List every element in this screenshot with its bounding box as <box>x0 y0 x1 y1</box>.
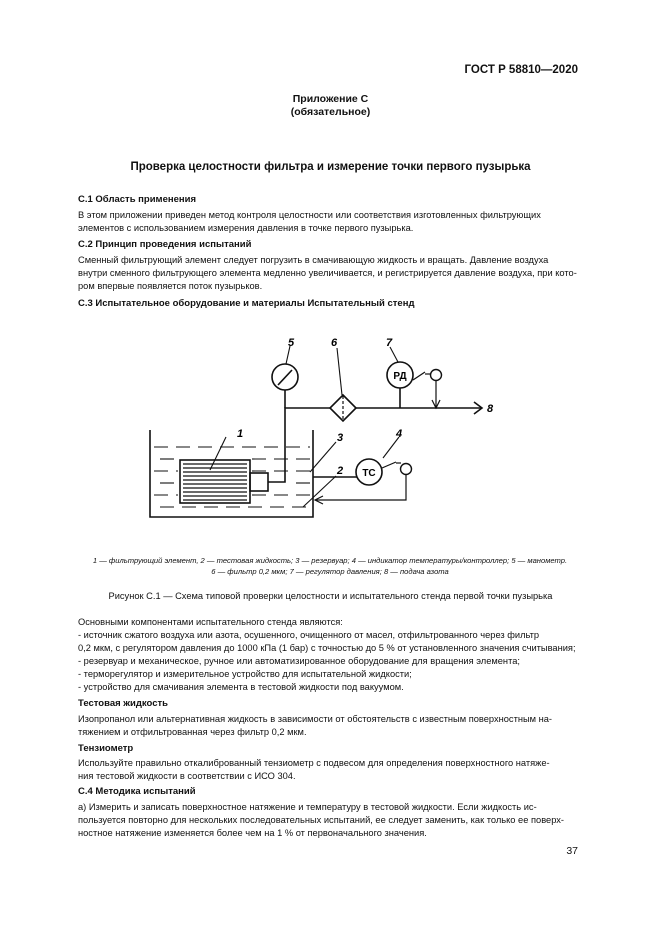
label-7: 7 <box>386 337 393 349</box>
text-line: внутри сменного фильтрующего элемента медленно увеличивается, и регистрируется давление воздуха, при кото- <box>78 268 577 278</box>
controller-valve <box>401 464 412 475</box>
text-line: а) Измерить и записать поверхностное натяжение и температуру в тестовой жидкости. Если жидкость ис- <box>78 802 537 812</box>
list-item: 0,2 мкм, с регулятором давления до 1000 кПа (1 бар) с точностью до 5 % от установленного значения считывания; <box>78 643 576 653</box>
regulator-abbr: РД <box>393 371 407 382</box>
text-line: элементов с использованием измерения давления в точке первого пузырька. <box>78 223 414 233</box>
legend-line: 1 — фильтрующий элемент, 2 — тестовая жидкость; 3 — резервуар; 4 — индикатор температуры/контроллер; 5 — манометр. <box>92 556 568 565</box>
figure-caption: Рисунок С.1 — Схема типовой проверки целостности и испытательного стенда первой точки пузырька <box>108 591 553 601</box>
appendix-title: Приложение С <box>292 93 369 105</box>
reservoir-wall <box>150 430 313 517</box>
section-c2-heading: С.2 Принцип проведения испытаний <box>78 239 252 250</box>
text-line: ния тестовой жидкости в соответствии с ИСО 304. <box>78 771 296 781</box>
appendix-status: (обязательное) <box>290 106 371 118</box>
liquid-surface <box>154 447 310 507</box>
text-line: ностное натяжение изменяется более чем на 1 % от первоначального значения. <box>78 828 427 838</box>
text-line: Используйте правильно откалиброванный тензиометр с подвесом для определения поверхностного натяже- <box>78 758 550 768</box>
tensiometer-heading: Тензиометр <box>78 743 134 754</box>
label-1: 1 <box>237 428 244 440</box>
controller-abbr: ТС <box>362 468 376 479</box>
main-title: Проверка целостности фильтра и измерение точки первого пузырька <box>130 161 531 173</box>
filter-element-hatch <box>183 464 247 500</box>
label-3: 3 <box>337 432 344 444</box>
components-intro: Основными компонентами испытательного стенда являются: <box>78 617 343 627</box>
section-c4-text <box>78 801 580 840</box>
section-c1-heading: С.1 Область применения <box>78 194 197 205</box>
label-2: 2 <box>337 465 344 477</box>
text-line: тяжением и отфильтрованная через фильтр 0,2 мкм. <box>78 727 307 737</box>
section-c4-heading: С.4 Методика испытаний <box>78 786 196 797</box>
standard-number: ГОСТ Р 58810—2020 <box>464 64 578 76</box>
label-8: 8 <box>487 403 494 415</box>
figure-legend <box>40 555 620 577</box>
text-line: пользуется повторно для нескольких последовательных испытаний, ее следует заменить, как только ее поверх- <box>78 815 565 825</box>
test-liquid-heading: Тестовая жидкость <box>78 698 168 709</box>
list-item: - резервуар и механическое, ручное или автоматизированное оборудование для вращения элемента; <box>78 656 520 666</box>
list-item: - терморегулятор и измерительное устройство для испытательной жидкости; <box>78 669 412 679</box>
label-6: 6 <box>331 337 338 349</box>
test-liquid-text <box>78 713 580 739</box>
list-item: - источник сжатого воздуха или азота, осушенного, очищенного от масел, отфильтрованного через фильтр <box>78 630 540 640</box>
text-line: Сменный фильтрующий элемент следует погрузить в смачивающую жидкость и вращать. Давление воздуха <box>78 255 549 265</box>
tensiometer-text <box>78 757 580 783</box>
element-connector <box>250 473 268 491</box>
label-5: 5 <box>288 337 295 349</box>
list-item: - устройство для смачивания элемента в тестовой жидкости под вакуумом. <box>78 682 404 692</box>
legend-line: 6 — фильтр 0,2 мкм; 7 — регулятор давления; 8 — подача азота <box>211 567 449 576</box>
section-c3-heading: С.3 Испытательное оборудование и материалы Испытательный стенд <box>78 298 415 309</box>
regulator-valve <box>431 370 442 381</box>
text-line: В этом приложении приведен метод контроля целостности или соответствия изготовленных фильтрующих <box>78 210 541 220</box>
components-list <box>78 616 580 694</box>
label-4: 4 <box>396 428 403 440</box>
page-number: 37 <box>566 845 578 857</box>
text-line: Изопропанол или альтернативная жидкость в зависимости от обстоятельств с известным поверхностным на- <box>78 714 553 724</box>
text-line: ром впервые появляется поток пузырьков. <box>78 281 263 291</box>
